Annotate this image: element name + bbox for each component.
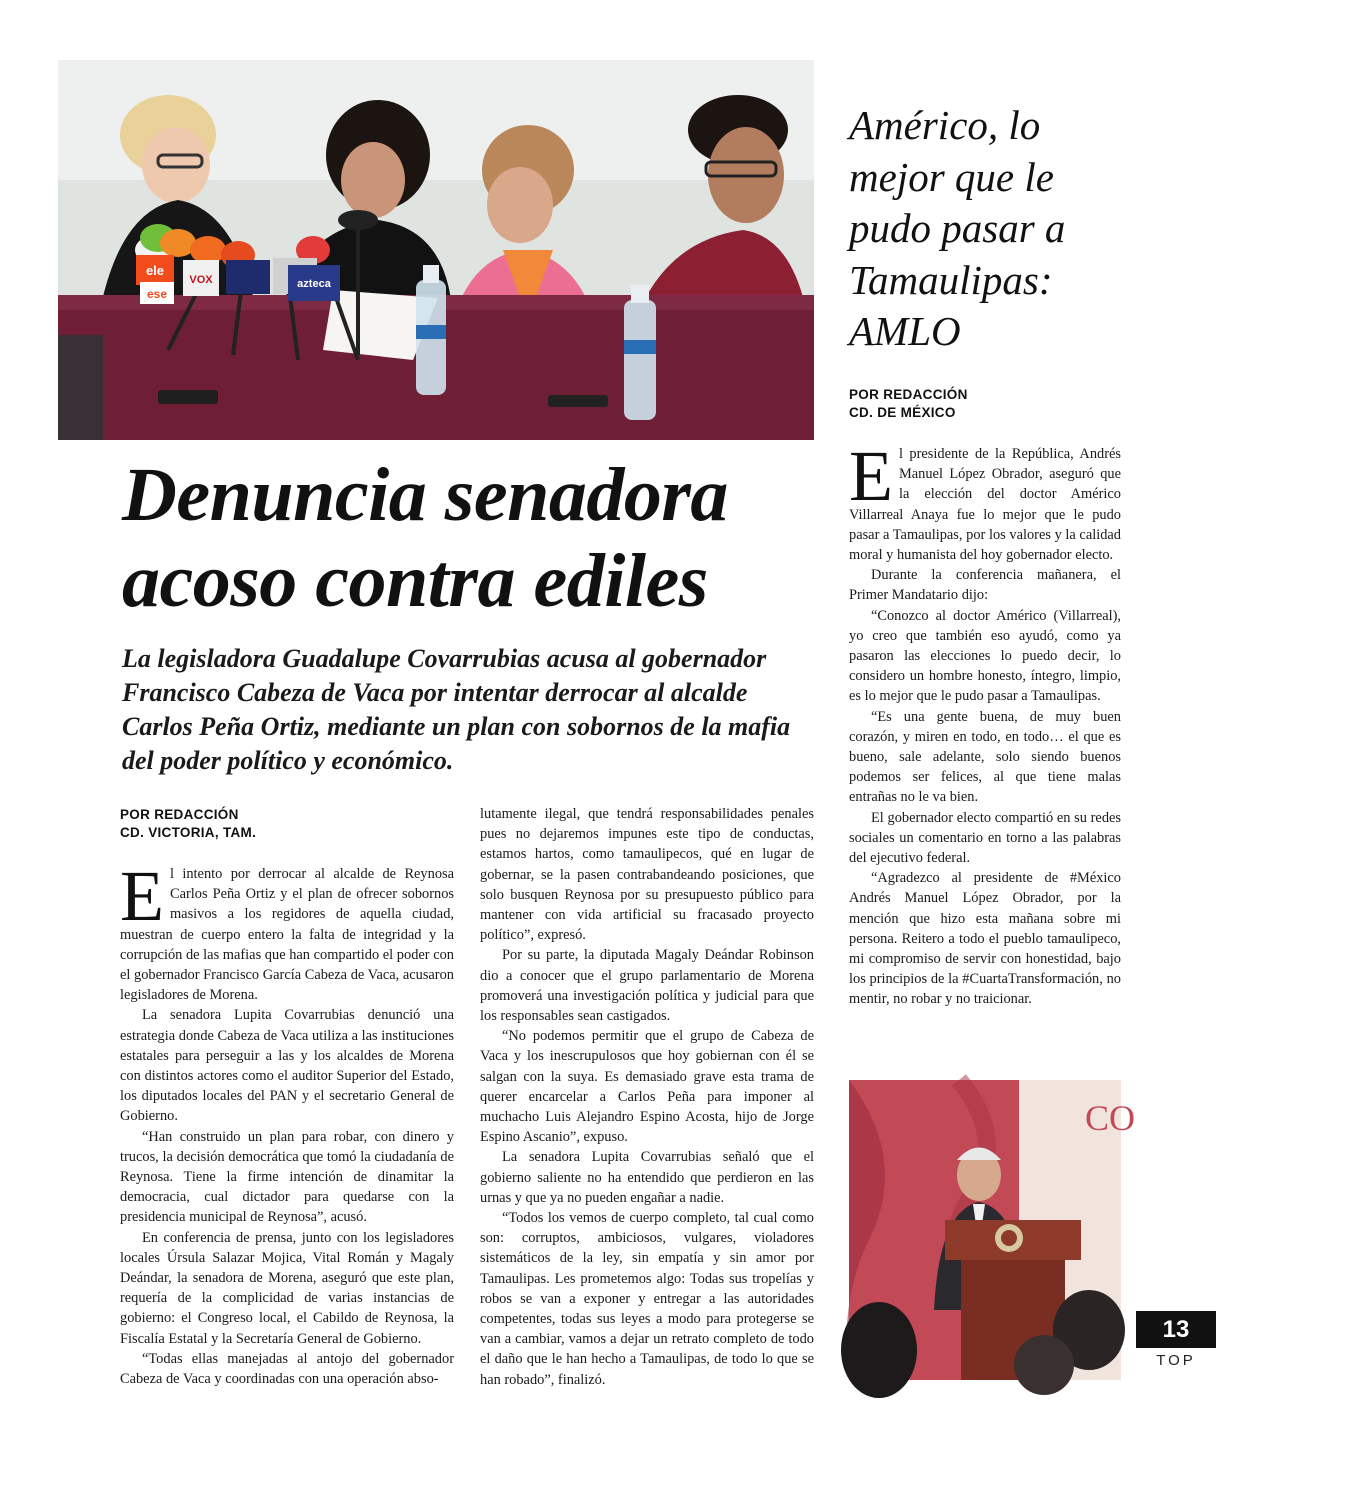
backdrop-text: CO bbox=[1085, 1098, 1136, 1138]
press-conference-photo bbox=[58, 60, 814, 440]
mic-label-ese: ese bbox=[146, 287, 168, 301]
mic-label-azteca: azteca bbox=[297, 278, 331, 290]
mic-label-ele: ele bbox=[145, 263, 165, 278]
drop-cap: E bbox=[849, 436, 893, 516]
press-conference-illustration bbox=[58, 60, 814, 440]
paragraph: “Han construido un plan para robar, con dinero y trucos, la decisión democrática que tomó la ciudadanía de Reynosa. Tiene la firme intención de dinamitar la democracia, cual dictador para quedarse con la presidencia municipal de Reynosa”, acusó. bbox=[120, 1128, 454, 1226]
side-body-column bbox=[849, 436, 1121, 1010]
side-byline bbox=[849, 386, 968, 422]
president-podium-illustration bbox=[849, 1080, 1136, 1380]
paragraph: “Es una gente buena, de muy buen corazón, y miren en todo, en todo… el que es bueno, sale adelante, solo siendo buenos podemos ser felices, al que tiene malas entrañas no le va bien. bbox=[849, 708, 1121, 806]
byline-location: CD. DE MÉXICO bbox=[849, 405, 956, 420]
side-headline: Américo, lo mejor que le pudo pasar a Tamaulipas: AMLO bbox=[849, 102, 1066, 354]
section-label: TOP bbox=[1156, 1352, 1196, 1369]
paragraph: Durante la conferencia mañanera, el Primer Mandatario dijo: bbox=[849, 567, 1121, 604]
mic-label-vox: VOX bbox=[189, 274, 213, 286]
drop-cap: E bbox=[120, 856, 164, 936]
president-podium-photo bbox=[849, 1080, 1136, 1380]
byline-author: POR REDACCIÓN bbox=[120, 807, 239, 822]
paragraph: La senadora Lupita Covarrubias señaló que el gobierno saliente no ha entendido que perdieron en las urnas y que ya no pueden engañar a nadie. bbox=[480, 1149, 814, 1206]
paragraph: “Agradezco al presidente de #México Andrés Manuel López Obrador, por la mención que hizo esta mañana sobre mi persona. Reitero a todo el pueblo tamaulipeco, mi compromiso de servir con honestidad, bajo los principios de la #CuartaTransformación, no mentir, no robar y no traicionar. bbox=[849, 870, 1121, 1008]
paragraph: El intento por derrocar al alcalde de Reynosa Carlos Peña Ortiz y el plan de ofrecer sobornos masivos a los regidores de aquella ciudad, muestran de cuerpo entero la falta de integridad y la corrupción de las mafias que han compartido el poder con el gobernador Francisco García Cabeza de Vaca, acusaron legisladores de Morena. bbox=[120, 856, 454, 1004]
main-body-column-1 bbox=[120, 856, 454, 1389]
main-byline bbox=[120, 806, 256, 842]
paragraph: El presidente de la República, Andrés Manuel López Obrador, aseguró que la elección del doctor Américo Villarreal Anaya fue lo mejor que le pudo pasar a Tamaulipas, por los valores y la calidad moral y humanista del hoy gobernador electo. bbox=[849, 436, 1121, 564]
paragraph: “Todas ellas manejadas al antojo del gobernador Cabeza de Vaca y coordinadas con una operación abso- bbox=[120, 1350, 454, 1388]
byline-author: POR REDACCIÓN bbox=[849, 387, 968, 402]
main-deck: La legisladora Guadalupe Covarrubias acusa al gobernador Francisco Cabeza de Vaca por intentar derrocar al alcalde Carlos Peña Ortiz, mediante un plan con sobornos de la mafia del poder político y económico. bbox=[122, 644, 791, 775]
paragraph: “No podemos permitir que el grupo de Cabeza de Vaca y los inescrupulosos que hoy gobiernan con él se salgan con la suya. Es demasiado grave esta trama de querer encarcelar a Carlos Peña para imponer al muchacho Luis Alejandro Espino Acosta, hijo de Jorge Espino Ascanio”, expuso. bbox=[480, 1028, 814, 1146]
page-number: 13 bbox=[1136, 1311, 1216, 1348]
main-body-column-2 bbox=[480, 804, 814, 1390]
main-headline: Denuncia senadora acoso contra ediles bbox=[122, 453, 728, 623]
paragraph: lutamente ilegal, que tendrá responsabilidades penales pues no dejaremos impunes este tipo de conductas, estamos hartos, como tamaulipecos, qué en lugar de gobernar, se la pasen contrabandeando posiciones, que solo busquen Reynosa por su presupuesto público para mantener con vida artificial su fracasado proyecto político”, expresó. bbox=[480, 806, 814, 944]
paragraph: La senadora Lupita Covarrubias denunció una estrategia donde Cabeza de Vaca utiliza a las instituciones estatales para perseguir a las y los alcaldes de Morena con distintos actores como el auditor Superior del Estado, los diputados locales del PAN y el secretario General de Gobierno. bbox=[120, 1007, 454, 1125]
paragraph: En conferencia de prensa, junto con los legisladores locales Úrsula Salazar Mojica, Vital Román y Magaly Deándar, la senadora de Morena, aseguró que este plan, requería de la complicidad de varias instancias de gobierno: el Congreso local, el Cabildo de Reynosa, la Fiscalía Estatal y la Secretaría General de Gobierno. bbox=[120, 1229, 454, 1347]
paragraph: “Conozco al doctor Américo (Villarreal), yo creo que también eso ayudó, como ya pasaron las elecciones lo puedo decir, lo considero un hombre honesto, íntegro, limpio, es lo mejor que le pudo pasar a Tamaulipas. bbox=[849, 607, 1121, 705]
byline-location: CD. VICTORIA, TAM. bbox=[120, 825, 257, 840]
paragraph: El gobernador electo compartió en su redes sociales un comentario en torno a las palabras del ejecutivo federal. bbox=[849, 809, 1121, 867]
paragraph: Por su parte, la diputada Magaly Deándar Robinson dio a conocer que el grupo parlamentario de Morena promoverá una investigación política y judicial para que los responsables sean castigados. bbox=[480, 947, 814, 1025]
paragraph: “Todos los vemos de cuerpo completo, tal cual como son: corruptos, ambiciosos, vulgares, violadores sistemáticos de la ley, sin empatía y sin amor por Tamaulipas. Les prometemos algo: Todas sus tropelías y robos se van a exponer y entregar a las autoridades competentes, todas sus leyes a modo para protegerse se van a cambiar, vamos a dejar un retrato completo de todo el daño que le han hecho a Tamaulipas, de todo lo que se han robado”, finalizó. bbox=[480, 1210, 814, 1388]
